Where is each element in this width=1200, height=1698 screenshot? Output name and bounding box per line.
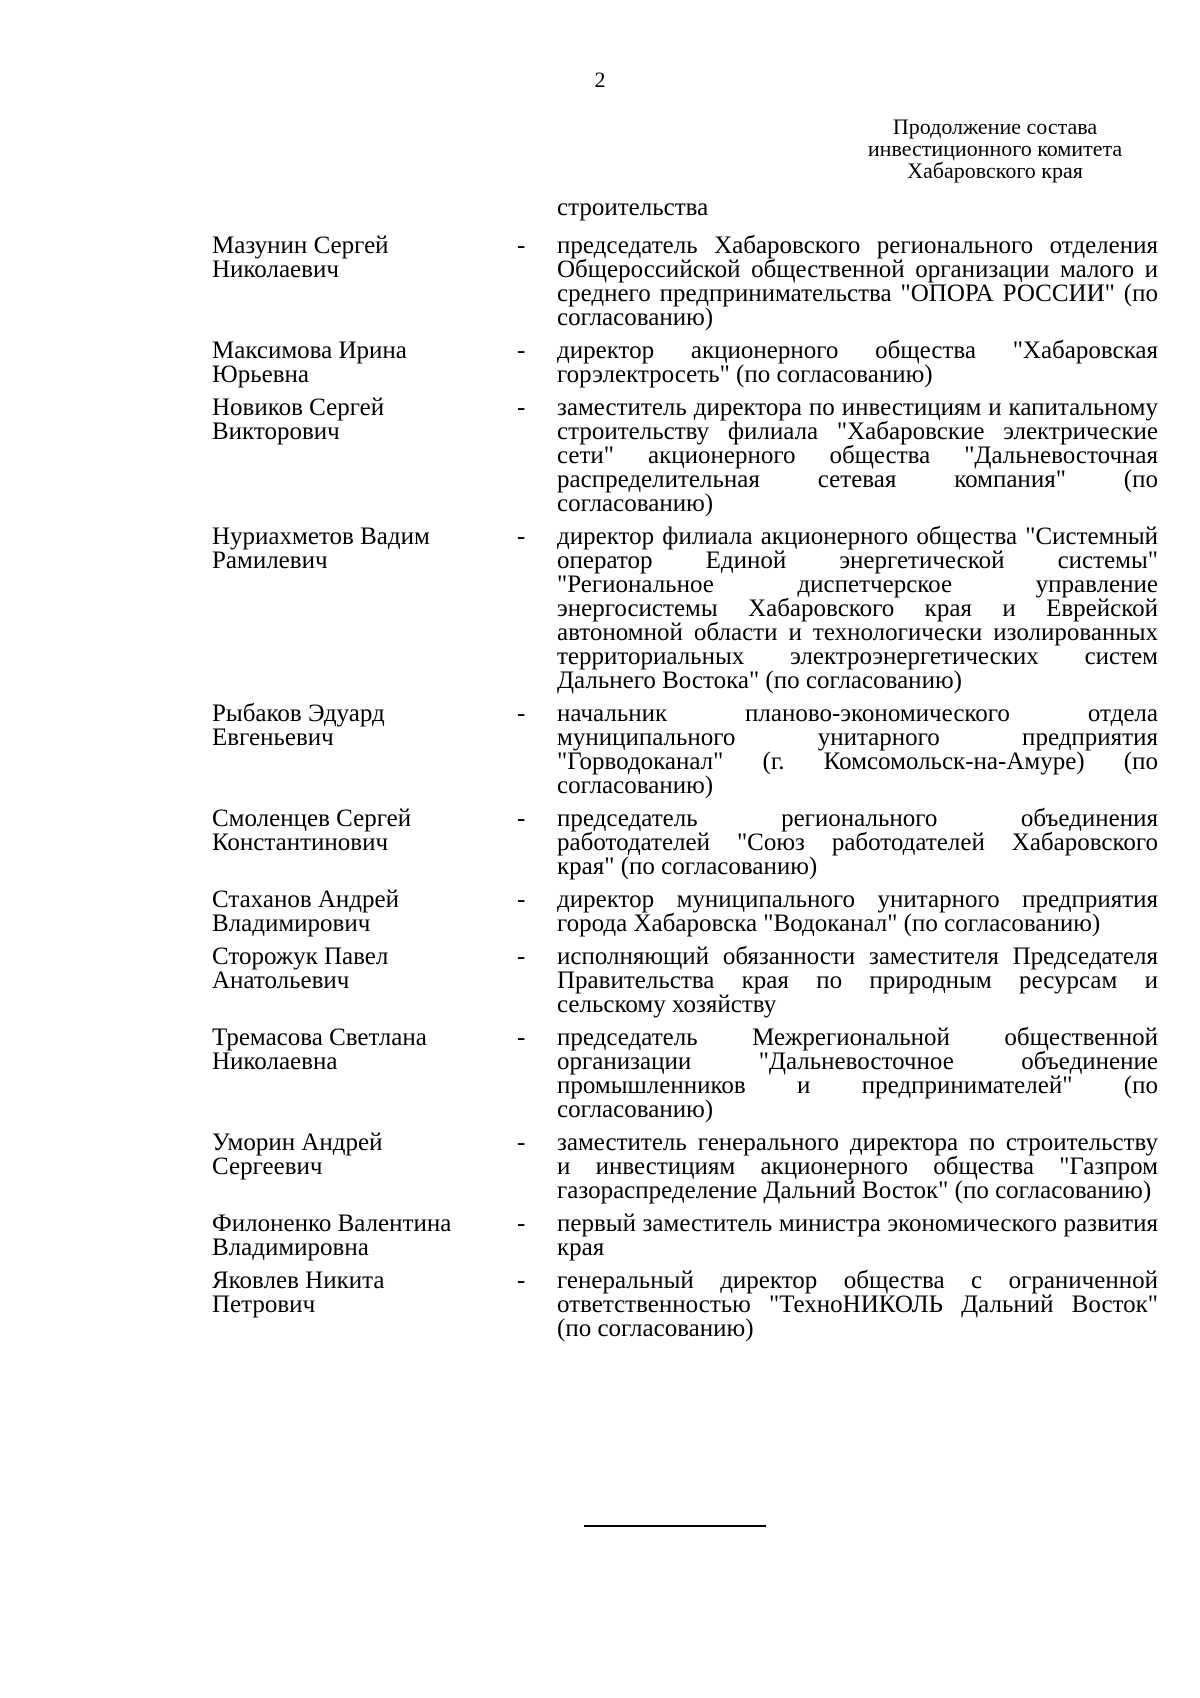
member-entry — [212, 525, 1158, 693]
member-dash: - — [517, 700, 526, 727]
member-role: заместитель директора по инвестициям и капитальному строительству филиала "Хабаровские электрические сети" акционерного общества "Дальневосточная распределительная сетевая компания" (по согласованию) — [557, 394, 1158, 517]
member-entry — [212, 1212, 1158, 1260]
member-surname-firstname: Филоненко Валентина — [212, 1210, 452, 1237]
member-patronymic: Викторович — [212, 418, 340, 445]
member-dash: - — [517, 232, 526, 259]
member-dash: - — [517, 337, 526, 364]
member-entry — [212, 1269, 1158, 1341]
continuation-header-line: Продолжение состава — [892, 114, 1098, 139]
member-name — [212, 1131, 517, 1179]
member-name — [212, 234, 517, 282]
member-entry — [212, 234, 1158, 330]
member-dash: - — [517, 394, 526, 421]
member-entry — [212, 396, 1158, 516]
continuation-header-line: инвестиционного комитета — [867, 136, 1123, 161]
member-name — [212, 945, 517, 993]
member-dash: - — [517, 523, 526, 550]
member-surname-firstname: Яковлев Никита — [212, 1267, 385, 1294]
member-entry — [212, 1026, 1158, 1122]
member-role: директор акционерного общества "Хабаровская горэлектросеть" (по согласованию) — [557, 337, 1158, 388]
member-patronymic: Евгеньевич — [212, 724, 334, 751]
member-role: директор муниципального унитарного предприятия города Хабаровска "Водоканал" (по согласованию) — [557, 886, 1158, 937]
member-role: первый заместитель министра экономического развития края — [557, 1210, 1158, 1261]
member-name — [212, 702, 517, 750]
member-dash: - — [517, 1210, 526, 1237]
member-role: председатель Хабаровского регионального отделения Общероссийской общественной организации малого и среднего предпринимательства "ОПОРА РОССИИ" (по согласованию) — [557, 232, 1158, 331]
member-name — [212, 807, 517, 855]
member-surname-firstname: Максимова Ирина — [212, 337, 407, 364]
member-entry — [212, 702, 1158, 798]
member-dash: - — [517, 943, 526, 970]
member-dash: - — [517, 886, 526, 913]
member-name — [212, 339, 517, 387]
member-surname-firstname: Смоленцев Сергей — [212, 805, 412, 832]
member-patronymic: Владимирович — [212, 910, 371, 937]
member-patronymic: Константинович — [212, 829, 389, 856]
member-patronymic: Сергеевич — [212, 1153, 323, 1180]
member-dash: - — [517, 1129, 526, 1156]
member-name — [212, 1026, 517, 1074]
member-name — [212, 396, 517, 444]
continuation-header — [840, 116, 1150, 182]
member-surname-firstname: Мазунин Сергей — [212, 232, 389, 259]
member-patronymic: Юрьевна — [212, 361, 309, 388]
member-patronymic: Николаевна — [212, 1048, 338, 1075]
member-surname-firstname: Уморин Андрей — [212, 1129, 383, 1156]
member-role: председатель Межрегиональной общественной организации "Дальневосточное объединение промышленников и предпринимателей" (по согласованию) — [557, 1024, 1158, 1123]
member-surname-firstname: Рыбаков Эдуард — [212, 700, 385, 727]
member-surname-firstname: Сторожук Павел — [212, 943, 389, 970]
member-surname-firstname: Новиков Сергей — [212, 394, 385, 421]
member-role: директор филиала акционерного общества "Системный оператор Единой энергетической системы" "Региональное диспетчерское управление энергосистемы Хабаровского края и Еврейской автономной области и технологически изолированных территориальных электроэнергетических систем Дальнего Востока" (по согласованию) — [557, 523, 1158, 694]
carryover-text: строительства — [557, 194, 709, 221]
member-entry — [212, 1131, 1158, 1203]
page-number: 2 — [594, 67, 606, 92]
member-role: начальник планово-экономического отдела муниципального унитарного предприятия "Горводоканал" (г. Комсомольск-на-Амуре) (по согласованию) — [557, 700, 1158, 799]
member-patronymic: Николаевич — [212, 256, 339, 283]
member-surname-firstname: Тремасова Светлана — [212, 1024, 427, 1051]
member-patronymic: Рамилевич — [212, 547, 328, 574]
member-list — [212, 234, 1158, 1341]
member-patronymic: Владимировна — [212, 1234, 369, 1261]
member-name — [212, 888, 517, 936]
member-role: генеральный директор общества с ограниченной ответственностью "ТехноНИКОЛЬ Дальний Восток" (по согласованию) — [557, 1267, 1158, 1342]
member-entry — [212, 339, 1158, 387]
member-dash: - — [517, 805, 526, 832]
member-dash: - — [517, 1024, 526, 1051]
end-divider — [584, 1525, 766, 1527]
member-entry — [212, 807, 1158, 879]
member-surname-firstname: Стаханов Андрей — [212, 886, 399, 913]
member-patronymic: Петрович — [212, 1291, 316, 1318]
member-name — [212, 525, 517, 573]
continuation-header-line: Хабаровского края — [907, 158, 1083, 183]
member-role: исполняющий обязанности заместителя Председателя Правительства края по природным ресурсам и сельскому хозяйству — [557, 943, 1158, 1018]
member-name — [212, 1212, 517, 1260]
member-entry — [212, 888, 1158, 936]
member-role: председатель регионального объединения работодателей "Союз работодателей Хабаровского края" (по согласованию) — [557, 805, 1158, 880]
member-dash: - — [517, 1267, 526, 1294]
member-role: заместитель генерального директора по строительству и инвестициям акционерного общества "Газпром газораспределение Дальний Восток" (по согласованию) — [557, 1129, 1158, 1204]
member-entry — [212, 945, 1158, 1017]
member-name — [212, 1269, 517, 1317]
member-surname-firstname: Нуриахметов Вадим — [212, 523, 430, 550]
member-patronymic: Анатольевич — [212, 967, 350, 994]
